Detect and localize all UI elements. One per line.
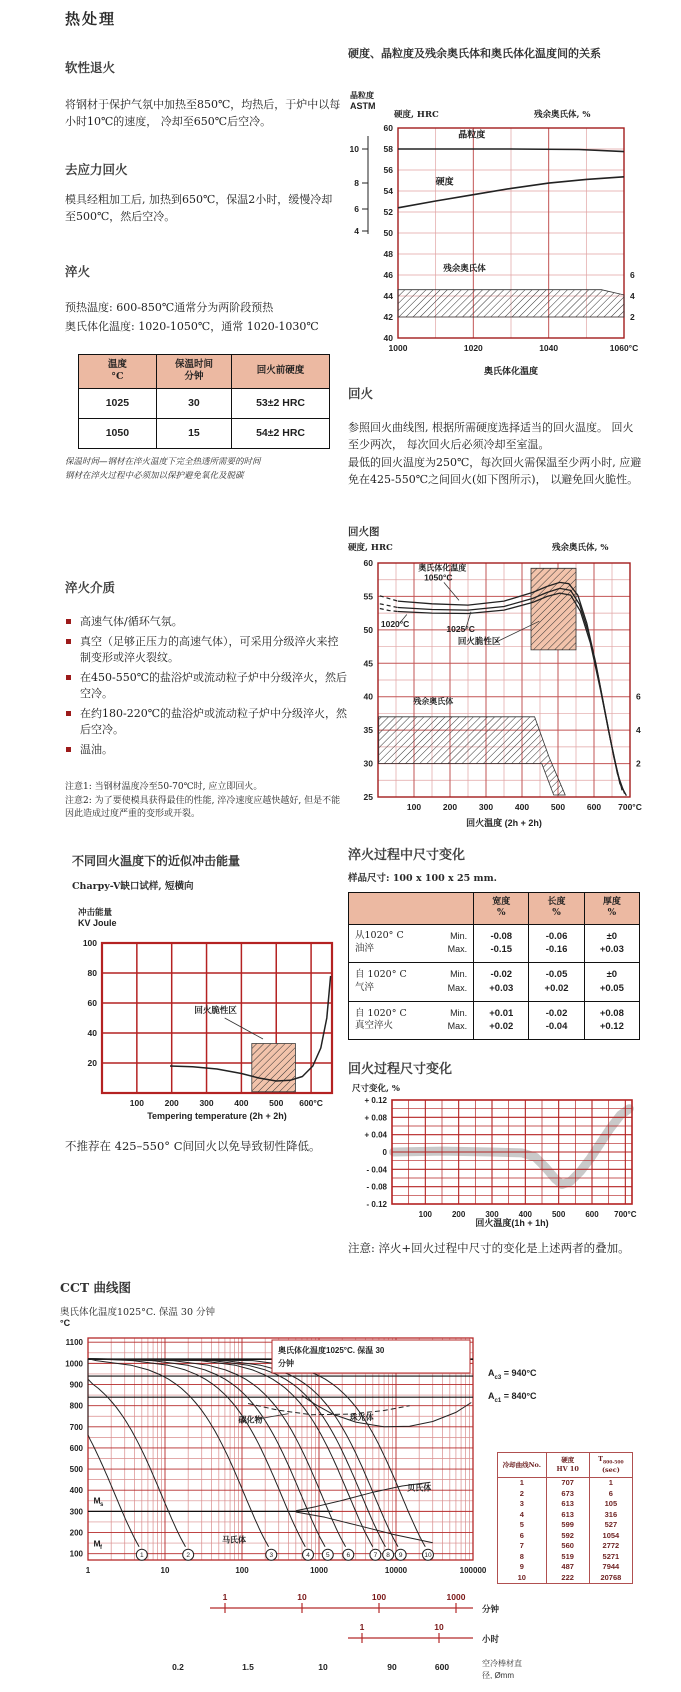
dim-temper-ylabel: 尺寸变化, % <box>352 1084 400 1094</box>
grain-ylabel: 硬度, HRC <box>394 110 439 120</box>
table-cell: 7 <box>498 1541 547 1552</box>
svg-text:小时: 小时 <box>482 1634 500 1644</box>
svg-text:0.2: 0.2 <box>172 1662 184 1672</box>
col-length: 长度 % <box>529 893 584 925</box>
svg-text:400: 400 <box>234 1098 249 1108</box>
table-cell: 1 <box>498 1477 547 1488</box>
svg-text:300: 300 <box>69 1507 83 1517</box>
stress-relief-heading: 去应力回火 <box>65 163 128 177</box>
svg-text:40: 40 <box>363 691 373 702</box>
svg-text:1.5: 1.5 <box>242 1662 254 1672</box>
svg-text:6: 6 <box>636 691 641 702</box>
svg-text:700: 700 <box>69 1422 83 1432</box>
table-cell: 2772 <box>589 1541 632 1552</box>
table-cell: 9 <box>498 1562 547 1573</box>
table-cell: 6 <box>498 1530 547 1541</box>
svg-text:500: 500 <box>269 1098 284 1108</box>
col-thickness: 厚度 % <box>584 893 639 925</box>
impact-heading: 不同回火温度下的近似冲击能量 <box>72 854 241 868</box>
svg-text:80: 80 <box>87 968 97 978</box>
svg-text:100: 100 <box>418 1210 433 1219</box>
cct-cooling-table <box>497 1452 633 1584</box>
table-row <box>498 1488 633 1499</box>
dim-change-chart <box>348 1090 648 1234</box>
list-item: 在约180-220℃的盐浴炉或流动粒子炉中分级淬火，然后空冷。 <box>65 706 347 739</box>
table-row <box>498 1520 633 1531</box>
impact-energy-chart <box>66 930 346 1127</box>
svg-text:4: 4 <box>306 1552 310 1560</box>
dim-quench-subheading: 样品尺寸: 100 x 100 x 25 mm. <box>348 873 497 884</box>
svg-text:1000: 1000 <box>65 1359 83 1369</box>
svg-text:300: 300 <box>478 802 494 812</box>
svg-text:200: 200 <box>451 1210 466 1219</box>
svg-text:42: 42 <box>383 312 393 322</box>
svg-text:600°C: 600°C <box>299 1098 323 1108</box>
svg-text:回火脆性区: 回火脆性区 <box>457 635 501 646</box>
svg-text:+ 0.12: + 0.12 <box>364 1096 387 1105</box>
svg-text:10000: 10000 <box>384 1566 408 1575</box>
svg-text:100: 100 <box>82 938 97 948</box>
svg-text:45: 45 <box>363 658 373 669</box>
cct-time-scales <box>58 1586 628 1690</box>
table-row <box>498 1541 633 1552</box>
impact-subheading: Charpy-V缺口试样, 短横向 <box>72 881 194 892</box>
svg-text:奥氏体化温度1025°C. 保温 30: 奥氏体化温度1025°C. 保温 30 <box>278 1346 385 1355</box>
table-row <box>498 1562 633 1573</box>
svg-text:500: 500 <box>551 1210 566 1219</box>
dim-quench-heading: 淬火过程中尺寸变化 <box>348 847 466 862</box>
table-row <box>498 1477 633 1488</box>
svg-text:90: 90 <box>387 1662 397 1672</box>
svg-text:M: M <box>93 1538 101 1549</box>
svg-text:25: 25 <box>363 792 373 802</box>
svg-text:50: 50 <box>383 228 393 238</box>
svg-text:1: 1 <box>85 1566 91 1575</box>
svg-text:10: 10 <box>434 1622 444 1632</box>
svg-text:回火脆性区: 回火脆性区 <box>194 1004 237 1015</box>
svg-text:M: M <box>93 1495 101 1506</box>
grain-hardness-chart <box>348 120 648 382</box>
svg-text:1050°C: 1050°C <box>424 572 453 583</box>
svg-text:1000: 1000 <box>388 343 408 353</box>
tempering-text: 参照回火曲线图, 根据所需硬度选择适当的回火温度。 回火至少两次， 每次回火后必须冷却至室温。 最低的回火温度为250℃，每次回火需保温至少两小时, 应避免在425-550℃之间回火(如下图所示)， 以避免回火脆性。 <box>348 421 642 486</box>
note-2: 注意2: 为了要使模具获得最佳的性能, 淬冷速度应越快越好, 但是不能因此造成过度严重的变形或开裂。 <box>65 795 341 819</box>
tempering-y2label: 残余奥氏体, % <box>552 543 609 553</box>
svg-text:400: 400 <box>514 802 530 812</box>
svg-text:700°C: 700°C <box>618 802 642 812</box>
svg-text:10: 10 <box>160 1566 170 1575</box>
cct-heading: CCT 曲线图 <box>60 1280 132 1295</box>
col-width: 宽度 % <box>474 893 529 925</box>
table-cell: 519 <box>546 1551 589 1562</box>
grain-y2label: 残余奥氏体, % <box>534 110 591 120</box>
table-cell: 613 <box>546 1509 589 1520</box>
svg-text:奥氏体化温度: 奥氏体化温度 <box>483 366 539 376</box>
svg-text:300: 300 <box>199 1098 214 1108</box>
svg-text:100: 100 <box>406 802 422 812</box>
svg-text:60: 60 <box>383 123 393 133</box>
dim-temper-heading: 回火过程尺寸变化 <box>348 1061 453 1076</box>
svg-text:残余奥氏体: 残余奥氏体 <box>443 262 486 273</box>
svg-text:35: 35 <box>363 725 373 736</box>
svg-text:+ 0.04: + 0.04 <box>364 1130 387 1140</box>
table-cell: 2 <box>498 1488 547 1499</box>
svg-text:硬度: 硬度 <box>435 176 454 187</box>
quench-notes <box>65 781 349 822</box>
svg-text:空冷棒材直: 空冷棒材直 <box>482 1659 522 1668</box>
svg-text:奥氏体化温度: 奥氏体化温度 <box>418 563 467 573</box>
grain-outer-ylabel: 晶粒度 ASTM <box>350 90 376 111</box>
ac3-annotation: $A_{c3} = 940^\circ C$ <box>488 1368 537 1381</box>
tempering-chart <box>348 552 648 834</box>
svg-text:200: 200 <box>69 1528 83 1538</box>
cct-subheading: 奥氏体化温度1025°C. 保温 30 分钟 <box>60 1307 216 1318</box>
svg-text:10: 10 <box>424 1552 432 1560</box>
table-row <box>498 1530 633 1541</box>
table-cell: 105 <box>589 1499 632 1510</box>
table-cell: 527 <box>589 1520 632 1531</box>
quench-media-list <box>65 614 347 761</box>
preheat-line: 预热温度: 600-850℃通常分为两阶段预热 <box>65 301 274 314</box>
soft-annealing-heading: 软性退火 <box>65 61 116 75</box>
svg-text:54: 54 <box>383 186 393 196</box>
col-temperature: 温度 °C <box>79 355 157 389</box>
svg-text:100: 100 <box>69 1549 83 1559</box>
grain-chart-title: 硬度、晶粒度及残余奥氏体和奥氏体化温度间的关系 <box>348 47 601 60</box>
hardening-heading: 淬火 <box>65 265 91 279</box>
svg-text:分钟: 分钟 <box>482 1604 500 1614</box>
svg-text:2: 2 <box>186 1552 190 1560</box>
table-cell: 1 <box>589 1477 632 1488</box>
table-header-row <box>79 355 330 389</box>
table-cell: 316 <box>589 1509 632 1520</box>
svg-text:10: 10 <box>318 1662 328 1672</box>
svg-text:56: 56 <box>383 165 393 175</box>
svg-text:s: s <box>100 1502 104 1508</box>
quench-media-heading: 淬火介质 <box>65 581 116 595</box>
table-row: 1025 30 53±2 HRC <box>79 388 330 418</box>
list-item: 真空（足够正压力的高速气体），可采用分级淬火来控制变形或淬火裂纹。 <box>65 634 347 667</box>
svg-text:200: 200 <box>442 802 458 812</box>
svg-text:400: 400 <box>69 1486 83 1496</box>
svg-text:4: 4 <box>630 291 635 301</box>
table-cell: 6 <box>589 1488 632 1499</box>
table-cell: 20768 <box>589 1572 632 1583</box>
table-cell: 487 <box>546 1562 589 1573</box>
svg-text:1025°C: 1025°C <box>446 623 475 634</box>
svg-text:50: 50 <box>363 624 373 635</box>
svg-text:5: 5 <box>325 1552 330 1560</box>
tempering-ylabel: 硬度, HRC <box>348 543 393 553</box>
svg-text:1000: 1000 <box>446 1592 466 1602</box>
svg-text:6: 6 <box>354 204 359 214</box>
svg-text:8: 8 <box>386 1552 390 1560</box>
svg-text:回火温度(1h + 1h): 回火温度(1h + 1h) <box>475 1218 549 1228</box>
ac1-annotation: $A_{c1} = 840^\circ C$ <box>488 1391 537 1404</box>
table-cell: 1054 <box>589 1530 632 1541</box>
svg-text:600: 600 <box>585 1210 599 1219</box>
svg-text:1: 1 <box>222 1592 228 1602</box>
table-row <box>498 1509 633 1520</box>
table-cell: 10 <box>498 1572 547 1583</box>
svg-text:48: 48 <box>383 249 393 259</box>
svg-text:55: 55 <box>363 591 373 602</box>
svg-text:2: 2 <box>630 312 635 322</box>
page-title: 热处理 <box>65 10 117 28</box>
note-1: 注意1: 当钢材温度冷至50-70℃时, 应立即回火。 <box>65 782 263 792</box>
table-cell: 7944 <box>589 1562 632 1573</box>
col-hv: 硬度 HV 10 <box>546 1453 589 1478</box>
table-row: 自 1020° C 真空淬火 Min. Max. +0.01 +0.02 -0.02 -0.04 +0.08 +0.12 <box>349 1001 640 1040</box>
svg-text:径, Ømm: 径, Ømm <box>482 1671 514 1680</box>
dim-temper-note: 注意: 淬火+回火过程中尺寸的变化是上述两者的叠加。 <box>348 1241 630 1255</box>
tempering-chart-heading: 回火图 <box>348 526 380 538</box>
svg-text:0: 0 <box>382 1148 387 1157</box>
svg-text:Tempering temperature (2h + 2h: Tempering temperature (2h + 2h) <box>147 1111 287 1121</box>
stress-relief-text: 模具经粗加工后, 加热到650℃，保温2小时，缓慢冷却至500℃，然后空冷。 <box>65 193 333 223</box>
impact-note: 不推荐在 425–550° C间回火以免导致韧性降低。 <box>65 1139 321 1153</box>
table-cell: 222 <box>546 1572 589 1583</box>
svg-text:600: 600 <box>434 1662 450 1672</box>
svg-text:1020°C: 1020°C <box>380 619 410 630</box>
austenitizing-line: 奥氏体化温度: 1020-1050℃，通常 1020-1030℃ <box>65 319 319 333</box>
table-cell: 613 <box>546 1499 589 1510</box>
table-cell: 8 <box>498 1551 547 1562</box>
svg-text:- 0.12: - 0.12 <box>366 1200 387 1209</box>
svg-text:44: 44 <box>383 291 393 301</box>
svg-text:6: 6 <box>346 1552 351 1560</box>
table-row <box>498 1551 633 1562</box>
svg-text:100: 100 <box>235 1566 249 1575</box>
svg-text:回火温度 (2h + 2h): 回火温度 (2h + 2h) <box>466 818 542 828</box>
table-cell: 599 <box>546 1520 589 1531</box>
table-cell: 592 <box>546 1530 589 1541</box>
svg-text:46: 46 <box>383 270 393 280</box>
svg-text:分钟: 分钟 <box>278 1359 294 1368</box>
table-header-row <box>349 893 640 925</box>
svg-text:40: 40 <box>383 333 393 343</box>
svg-text:800: 800 <box>69 1401 83 1411</box>
list-item: 温油。 <box>65 742 347 759</box>
svg-text:600: 600 <box>586 802 602 812</box>
table-cell: 673 <box>546 1488 589 1499</box>
svg-text:10: 10 <box>349 144 359 154</box>
col-hardness: 回火前硬度 <box>232 355 330 389</box>
svg-text:珠光体: 珠光体 <box>349 1412 374 1422</box>
svg-text:500: 500 <box>69 1465 83 1475</box>
table-cell: 5271 <box>589 1551 632 1562</box>
svg-text:300: 300 <box>485 1210 499 1219</box>
hardening-table <box>78 354 330 449</box>
svg-text:20: 20 <box>87 1058 97 1068</box>
svg-text:58: 58 <box>383 144 393 154</box>
svg-text:- 0.08: - 0.08 <box>366 1182 387 1192</box>
svg-text:1020: 1020 <box>463 343 483 353</box>
svg-text:600: 600 <box>69 1443 83 1453</box>
svg-text:30: 30 <box>363 758 373 769</box>
svg-text:4: 4 <box>636 725 641 736</box>
hardening-text <box>65 300 347 337</box>
list-item: 在450-550℃的盐浴炉或流动粒子炉中分级淬火，然后空冷。 <box>65 670 347 703</box>
table-cell: 4 <box>498 1509 547 1520</box>
svg-text:400: 400 <box>518 1210 533 1219</box>
svg-text:+ 0.08: + 0.08 <box>364 1113 387 1123</box>
svg-text:1040: 1040 <box>539 343 559 353</box>
svg-text:1000: 1000 <box>310 1566 328 1575</box>
svg-text:1100: 1100 <box>65 1338 83 1348</box>
svg-text:- 0.04: - 0.04 <box>366 1165 387 1175</box>
svg-text:1: 1 <box>359 1622 365 1632</box>
col-curve-no: 冷却曲线No. <box>498 1453 547 1478</box>
svg-text:500: 500 <box>550 802 566 812</box>
svg-text:9: 9 <box>398 1552 403 1560</box>
col-t800500: $T_{800-500}$ (sec) <box>589 1453 632 1478</box>
svg-text:残余奥氏体: 残余奥氏体 <box>413 697 454 707</box>
tempering-heading: 回火 <box>348 387 374 401</box>
table-header-row <box>498 1453 633 1478</box>
table-cell: 5 <box>498 1520 547 1531</box>
svg-text:200: 200 <box>164 1098 179 1108</box>
table-cell: 707 <box>546 1477 589 1488</box>
table-cell: 3 <box>498 1499 547 1510</box>
svg-text:晶粒度: 晶粒度 <box>458 129 486 140</box>
cct-yunit: °C <box>60 1318 71 1328</box>
svg-text:700°C: 700°C <box>614 1210 637 1219</box>
svg-text:900: 900 <box>69 1380 83 1390</box>
table-row <box>498 1499 633 1510</box>
svg-text:2: 2 <box>636 758 641 769</box>
svg-text:100: 100 <box>129 1098 144 1108</box>
hardening-footnote: 保温时间—钢材在淬火温度下完全热透所需要的时间 钢材在淬火过程中必须加以保护避免氧化及脱碳 <box>65 457 261 481</box>
svg-text:100000: 100000 <box>459 1566 487 1575</box>
list-item: 高速气体/循环气氛。 <box>65 614 347 631</box>
svg-text:52: 52 <box>383 207 393 217</box>
svg-text:6: 6 <box>630 270 635 280</box>
svg-text:7: 7 <box>373 1552 378 1560</box>
svg-text:10: 10 <box>297 1592 307 1602</box>
table-row: 从1020° C 油淬 Min. Max. -0.08 -0.15 -0.06 -0.16 ±0 +0.03 <box>349 924 640 963</box>
svg-text:60: 60 <box>363 558 373 568</box>
svg-text:1: 1 <box>140 1552 144 1560</box>
table-row: 1050 15 54±2 HRC <box>79 418 330 448</box>
svg-text:3: 3 <box>269 1552 274 1560</box>
impact-ylabel: 冲击能量 KV Joule <box>78 908 117 928</box>
table-cell: 560 <box>546 1541 589 1552</box>
svg-text:f: f <box>100 1545 102 1551</box>
svg-text:碳化物: 碳化物 <box>238 1415 263 1425</box>
svg-text:40: 40 <box>87 1028 97 1038</box>
col-soak-time: 保温时间 分钟 <box>156 355 231 389</box>
svg-text:贝氏体: 贝氏体 <box>407 1483 432 1493</box>
dimension-change-table <box>348 892 640 1040</box>
svg-text:100: 100 <box>371 1592 387 1602</box>
svg-text:8: 8 <box>354 178 359 188</box>
svg-text:4: 4 <box>354 226 359 236</box>
table-row: 自 1020° C 气淬 Min. Max. -0.02 +0.03 -0.05 +0.02 ±0 +0.05 <box>349 963 640 1002</box>
soft-annealing-text: 将钢材于保护气氛中加热至850℃，均热后，于炉中以每小时10℃的速度， 冷却至650℃后空冷。 <box>65 98 341 128</box>
svg-text:马氏体: 马氏体 <box>222 1535 247 1545</box>
svg-text:1060°C: 1060°C <box>609 343 639 353</box>
svg-text:60: 60 <box>87 998 97 1008</box>
table-row <box>498 1572 633 1583</box>
